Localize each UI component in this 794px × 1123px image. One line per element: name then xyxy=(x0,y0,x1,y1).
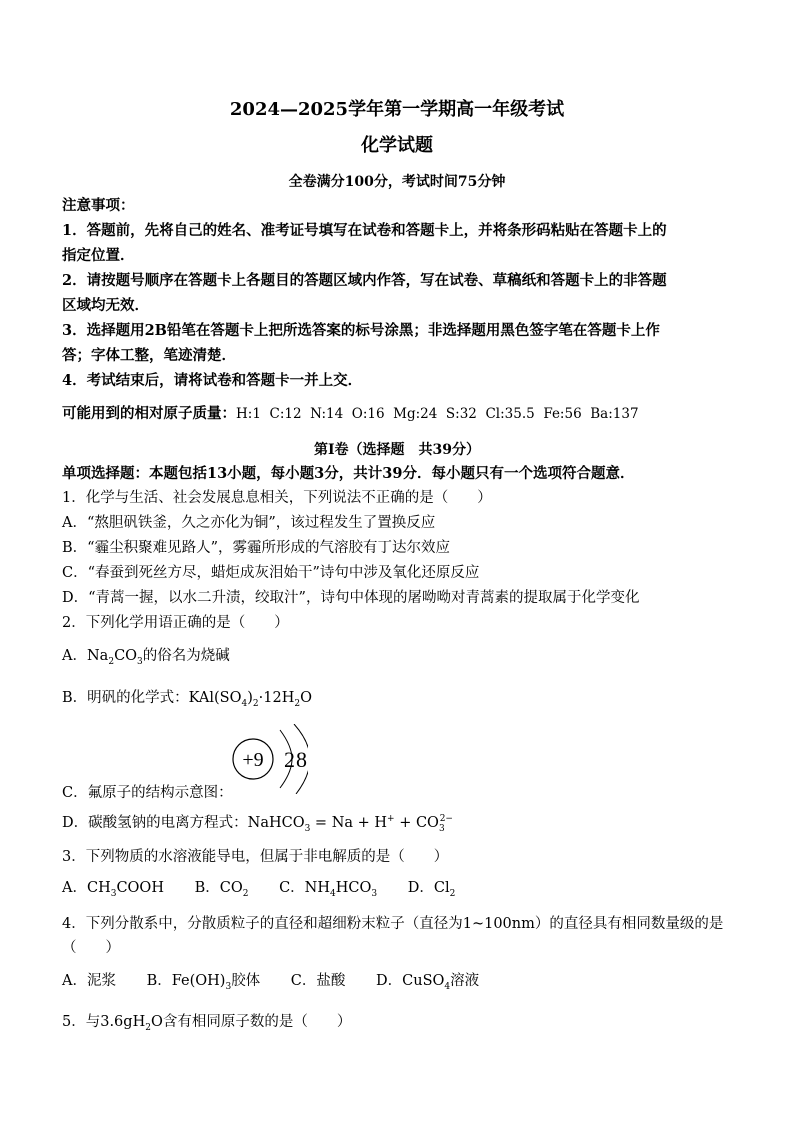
exam-title: 2024—2025学年第一学期高一年级考试 xyxy=(229,99,565,120)
q1-option: A．“熬胆矾铁釜，久之亦化为铜”，该过程发生了置换反应 xyxy=(62,515,436,531)
q2-option-c: C．氟原子的结构示意图： xyxy=(62,785,233,801)
q1-option: D．“青蒿一握，以水二升渍，绞取汁”，诗句中体现的屠呦呦对青蒿素的提取属于化学变化 xyxy=(62,590,640,606)
q3-options: A．$CH_3COOH$ B．$CO_2$ C．$NH_4HCO_3$ D．$Cl_2$ xyxy=(62,880,456,899)
q4-stem: 4．下列分散系中，分散质粒子的直径和超细粉末粒子（直径为1~100nm）的直径具有相同数量级的是 xyxy=(62,916,724,932)
q2-stem: 2．下列化学用语正确的是（ ） xyxy=(62,615,289,631)
q3-stem: 3．下列物质的水溶液能导电，但属于非电解质的是（ ） xyxy=(62,849,449,865)
q4-options: A．泥浆 B．$Fe(OH)_3$胶体 C．盐酸 D．CuSO$_4$溶液 xyxy=(62,973,480,992)
note-line: 指定位置． xyxy=(62,247,135,264)
note-line: 区域均无效． xyxy=(62,297,149,314)
note-line: 2．请按题号顺序在答题卡上各题目的答题区域内作答，写在试卷、草稿纸和答题卡上的非答题 xyxy=(62,272,667,289)
q4-paren: （ ） xyxy=(62,940,120,956)
q2-option-d: D．碳酸氢钠的电离方程式：NaHCO$_3$ = $Na + H^+ + CO_3^{2-}$ xyxy=(62,814,453,834)
section-title: 第Ⅰ卷（选择题 共39分） xyxy=(313,442,481,458)
shell1-electrons: 2 xyxy=(284,747,295,772)
masses-label: 可能用到的相对原子质量： xyxy=(62,405,236,422)
atomic-masses xyxy=(62,404,639,424)
section-instruction: 单项选择题：本题包括13小题，每小题3分，共计39分．每小题只有一个选项符合题意． xyxy=(62,465,635,482)
notes-heading: 注意事项： xyxy=(62,197,135,214)
shell2-electrons: 8 xyxy=(296,747,307,772)
note-line: 4．考试结束后，请将试卷和答题卡一并上交． xyxy=(62,372,363,389)
subject-title: 化学试题 xyxy=(361,135,433,156)
q5-stem: 5．与$3.6gH_2O$含有相同原子数的是（ ） xyxy=(62,1014,352,1033)
note-line: 1．答题前，先将自己的姓名、准考证号填写在试卷和答题卡上，并将条形码粘贴在答题卡上的 xyxy=(62,222,667,239)
masses-values: H:1 C:12 N:14 O:16 Mg:24 S:32 Cl:35.5 Fe:56 Ba:137 xyxy=(236,406,639,422)
note-line: 3．选择题用2B铅笔在答题卡上把所选答案的标号涂黑；非选择题用黑色签字笔在答题卡上作 xyxy=(62,322,660,339)
note-line: 答；字体工整，笔迹清楚． xyxy=(62,347,236,364)
q2-option-a: A．$Na_2CO_3$的俗名为烧碱 xyxy=(62,648,230,667)
fluorine-atom-diagram xyxy=(228,724,308,794)
nucleus-charge: +9 xyxy=(242,749,264,771)
q1-option: C．“春蚕到死丝方尽，蜡炬成灰泪始干”诗句中涉及氧化还原反应 xyxy=(62,565,480,581)
q2-option-b: B．明矾的化学式：$KAl(SO_4)_2\cdot 12H_2O$ xyxy=(62,690,312,709)
q1-stem: 1．化学与生活、社会发展息息相关，下列说法不正确的是（ ） xyxy=(62,490,492,506)
q1-option: B．“霾尘积聚难见路人”，雾霾所形成的气溶胶有丁达尔效应 xyxy=(62,540,450,556)
exam-info: 全卷满分100分，考试时间75分钟 xyxy=(288,174,506,190)
